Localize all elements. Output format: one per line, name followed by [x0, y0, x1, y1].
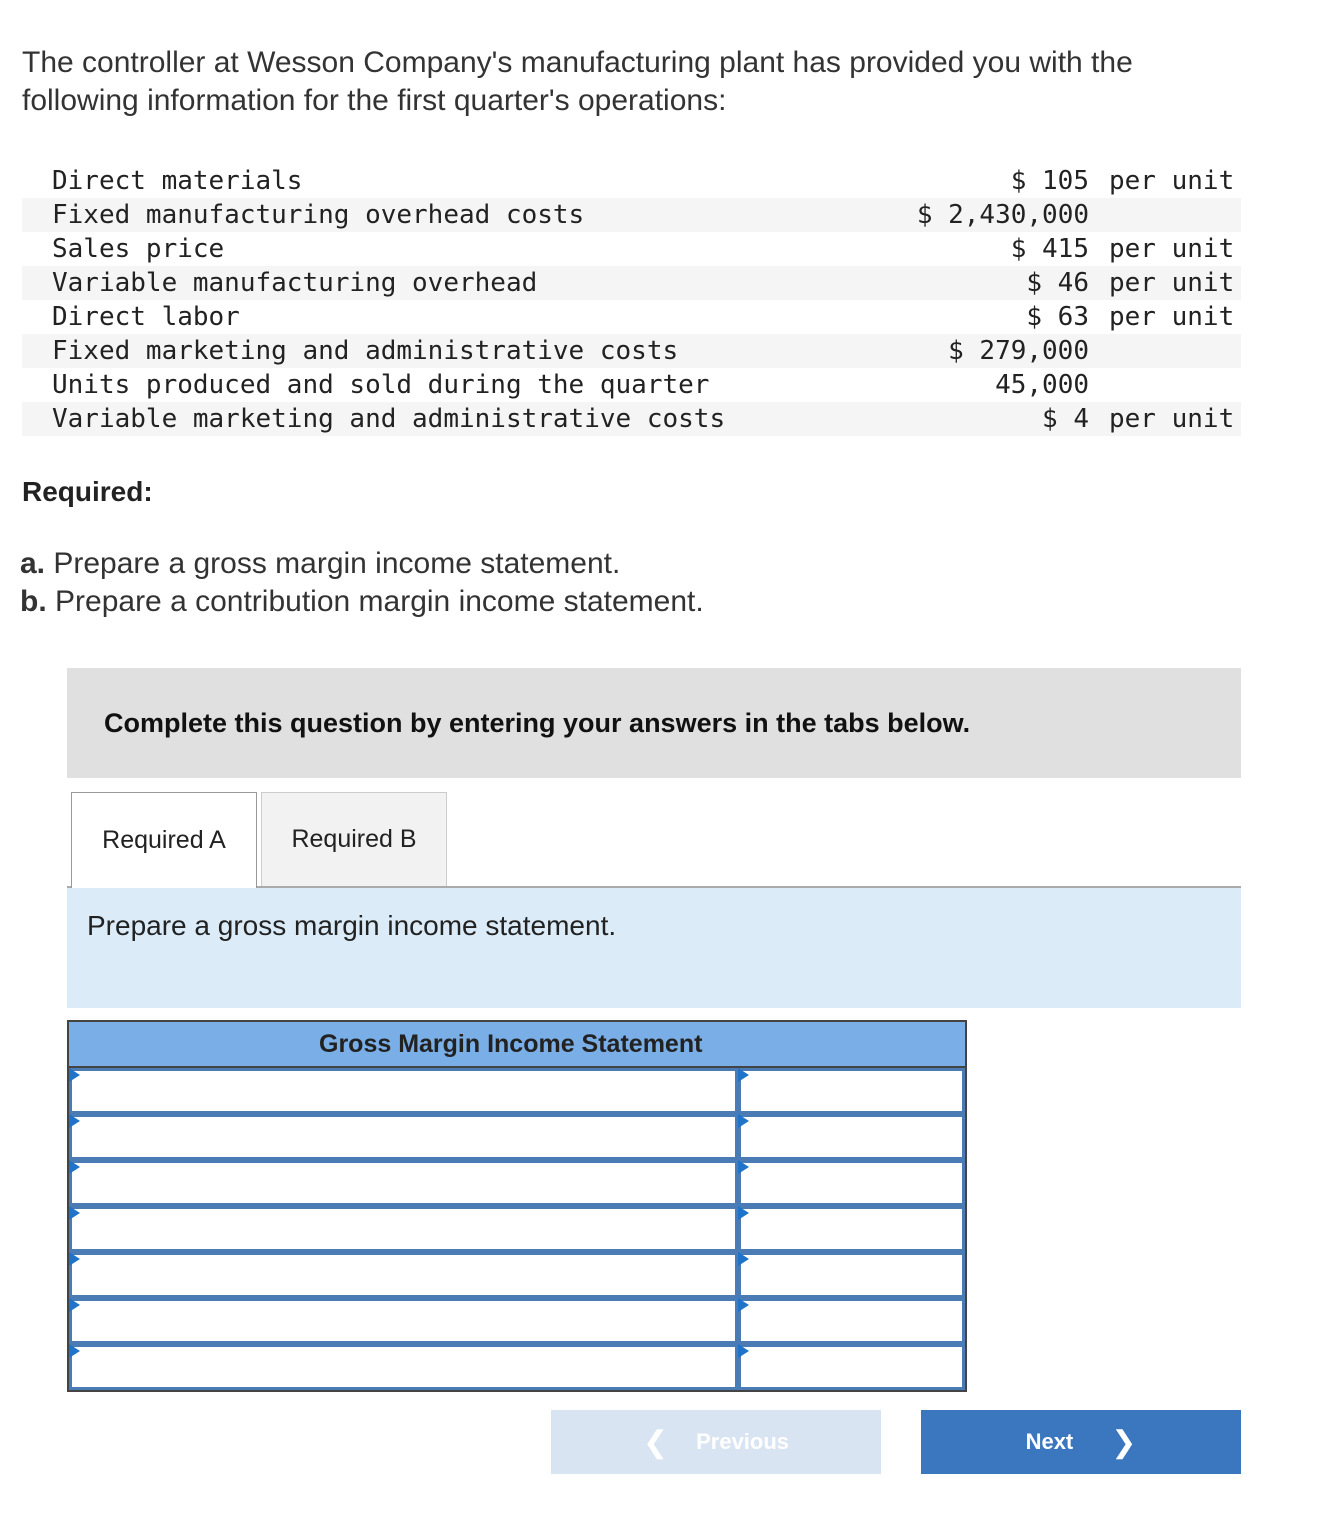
list-item: [20, 583, 704, 621]
problem-intro: The controller at Wesson Company's manufacturing plant has provided you with the following information for the first quarter's operations:: [22, 46, 1133, 117]
statement-label-input[interactable]: [72, 1255, 735, 1295]
cost-label: Direct labor: [52, 302, 240, 332]
statement-label-input[interactable]: [72, 1347, 735, 1387]
next-button[interactable]: [921, 1410, 1241, 1474]
required-heading: Required:: [22, 476, 153, 507]
cost-label: Units produced and sold during the quarter: [52, 370, 710, 400]
table-row: [22, 164, 1241, 198]
cost-unit: per unit: [1109, 268, 1235, 298]
cost-amount: 45,000: [995, 370, 1089, 400]
cost-unit: [1089, 334, 1241, 368]
table-row: [22, 300, 1241, 334]
requirement-letter: a.: [20, 547, 46, 580]
statement-label-cell[interactable]: [69, 1068, 738, 1114]
cost-label: Fixed marketing and administrative costs: [52, 336, 679, 366]
table-row: [22, 232, 1241, 266]
table-row: [69, 1160, 965, 1206]
gross-margin-statement: [67, 1020, 967, 1392]
statement-value-input[interactable]: [741, 1209, 962, 1249]
statement-label-input[interactable]: [72, 1209, 735, 1249]
statement-value-cell[interactable]: [738, 1206, 965, 1252]
cost-amount: $ 105: [1010, 166, 1089, 196]
cost-label: Variable manufacturing overhead: [52, 268, 538, 298]
table-row: [22, 402, 1241, 436]
statement-value-input[interactable]: [741, 1347, 962, 1387]
dropdown-flag-icon: [69, 1068, 80, 1082]
instructions-banner: Complete this question by entering your answers in the tabs below.: [67, 668, 1241, 778]
statement-label-cell[interactable]: [69, 1298, 738, 1344]
list-item: [20, 545, 704, 583]
dropdown-flag-icon: [69, 1298, 80, 1312]
table-row: [22, 266, 1241, 300]
statement-value-input[interactable]: [741, 1117, 962, 1157]
tab-required-b[interactable]: Required B: [261, 792, 447, 887]
statement-value-cell[interactable]: [738, 1298, 965, 1344]
table-row: [22, 334, 1241, 368]
cost-amount: $ 63: [1026, 302, 1089, 332]
statement-value-cell[interactable]: [738, 1252, 965, 1298]
cost-amount: $ 415: [1010, 234, 1089, 264]
statement-value-input[interactable]: [741, 1255, 962, 1295]
dropdown-flag-icon: [69, 1160, 80, 1174]
dropdown-flag-icon: [69, 1344, 80, 1358]
statement-label-input[interactable]: [72, 1301, 735, 1341]
cost-unit: [1089, 198, 1241, 232]
cost-amount: $ 46: [1026, 268, 1089, 298]
chevron-right-icon: ❯: [1111, 1425, 1137, 1459]
table-row: [22, 198, 1241, 232]
dropdown-flag-icon: [738, 1344, 749, 1358]
cost-data-table: [22, 164, 1241, 436]
dropdown-flag-icon: [69, 1206, 80, 1220]
dropdown-flag-icon: [738, 1298, 749, 1312]
table-row: [69, 1344, 965, 1390]
cost-label: Direct materials: [52, 166, 303, 196]
next-label: Next: [1025, 1429, 1074, 1454]
statement-label-cell[interactable]: [69, 1252, 738, 1298]
cost-label: Variable marketing and administrative costs: [52, 404, 726, 434]
statement-label-cell[interactable]: [69, 1114, 738, 1160]
dropdown-flag-icon: [738, 1160, 749, 1174]
cost-label: Fixed manufacturing overhead costs: [52, 200, 585, 230]
cost-amount: $ 4: [1042, 404, 1089, 434]
cost-unit: [1089, 368, 1241, 402]
cost-unit: per unit: [1109, 404, 1235, 434]
dropdown-flag-icon: [738, 1068, 749, 1082]
cost-unit: per unit: [1109, 234, 1235, 264]
table-row: [69, 1206, 965, 1252]
statement-value-input[interactable]: [741, 1301, 962, 1341]
statement-value-cell[interactable]: [738, 1344, 965, 1390]
table-row: [22, 368, 1241, 402]
cost-label: Sales price: [52, 234, 225, 264]
tab-required-a[interactable]: Required A: [71, 792, 257, 888]
cost-unit: per unit: [1109, 302, 1235, 332]
table-row: [69, 1114, 965, 1160]
statement-label-input[interactable]: [72, 1071, 735, 1111]
dropdown-flag-icon: [738, 1252, 749, 1266]
active-tab-indicator: [72, 886, 256, 888]
statement-title: Gross Margin Income Statement: [69, 1022, 965, 1068]
cost-amount: $ 279,000: [948, 336, 1089, 366]
tab-instruction: Prepare a gross margin income statement.: [67, 888, 1241, 1008]
statement-value-input[interactable]: [741, 1163, 962, 1203]
statement-value-cell[interactable]: [738, 1068, 965, 1114]
dropdown-flag-icon: [738, 1206, 749, 1220]
chevron-left-icon: ❮: [642, 1425, 669, 1459]
cost-amount: $ 2,430,000: [916, 200, 1089, 230]
statement-label-cell[interactable]: [69, 1206, 738, 1252]
statement-value-input[interactable]: [741, 1071, 962, 1111]
cost-unit: per unit: [1109, 166, 1235, 196]
statement-value-cell[interactable]: [738, 1114, 965, 1160]
statement-label-input[interactable]: [72, 1163, 735, 1203]
dropdown-flag-icon: [69, 1252, 80, 1266]
requirement-text: Prepare a contribution margin income statement.: [55, 585, 704, 618]
statement-label-cell[interactable]: [69, 1344, 738, 1390]
table-row: [69, 1298, 965, 1344]
requirements-list: [20, 545, 704, 621]
dropdown-flag-icon: [738, 1114, 749, 1128]
previous-button[interactable]: [551, 1410, 881, 1474]
table-row: [69, 1068, 965, 1114]
statement-label-cell[interactable]: [69, 1160, 738, 1206]
statement-value-cell[interactable]: [738, 1160, 965, 1206]
requirement-letter: b.: [20, 585, 47, 618]
requirement-text: Prepare a gross margin income statement.: [53, 547, 621, 580]
previous-label: Previous: [696, 1429, 790, 1454]
dropdown-flag-icon: [69, 1114, 80, 1128]
table-row: [69, 1252, 965, 1298]
statement-label-input[interactable]: [72, 1117, 735, 1157]
